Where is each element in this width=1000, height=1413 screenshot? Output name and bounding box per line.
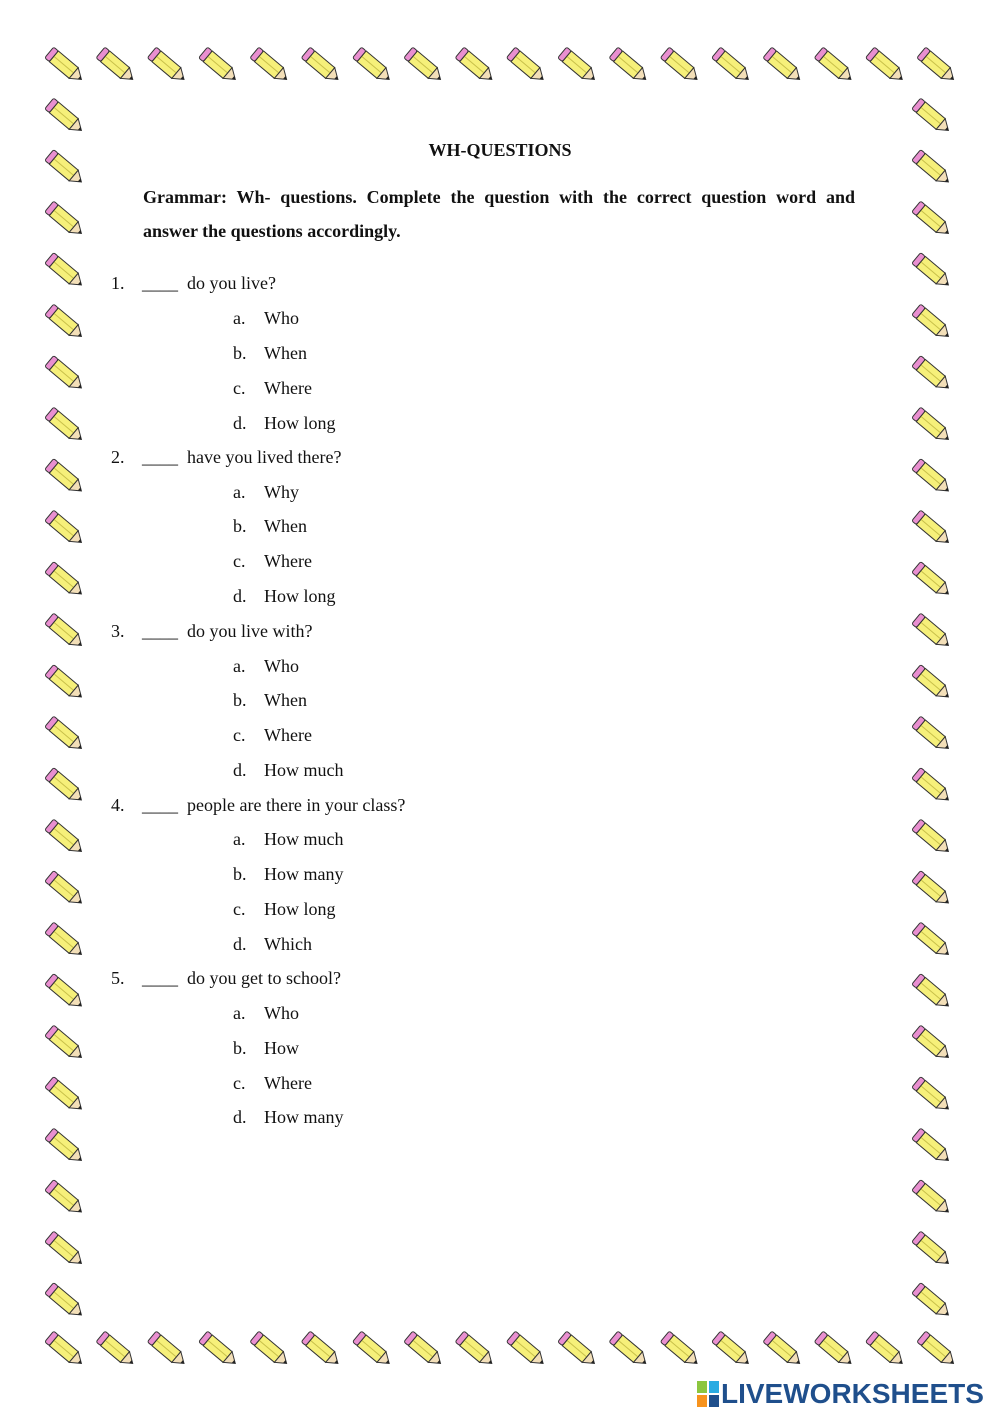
pencil-icon [912, 98, 953, 136]
option-row[interactable] [0, 859, 1000, 889]
option-letter: c. [233, 551, 246, 571]
question-3 [0, 616, 1000, 646]
option-row[interactable] [0, 338, 1000, 368]
pencil-icon [404, 1331, 445, 1369]
pencil-icon [912, 1180, 953, 1218]
page-title: WH-QUESTIONS [428, 140, 572, 160]
pencil-icon [660, 1331, 701, 1369]
pencil-icon [712, 1331, 753, 1369]
liveworksheets-logo-icon [697, 1381, 719, 1407]
option-text: How [264, 1038, 299, 1058]
option-row[interactable] [0, 303, 1000, 333]
pencil-icon [45, 1283, 86, 1321]
pencil-icon [301, 47, 342, 85]
option-letter: b. [233, 690, 247, 710]
option-text: Where [264, 378, 312, 398]
option-row[interactable] [0, 1102, 1000, 1132]
option-text: How much [264, 829, 344, 849]
pencil-icon [558, 1331, 599, 1369]
pencil-icon [763, 47, 804, 85]
pencil-icon [45, 201, 86, 239]
pencil-icon [199, 1331, 240, 1369]
pencil-icon [45, 1128, 86, 1166]
option-letter: d. [233, 934, 247, 954]
question-number: 1. [111, 273, 125, 293]
pencil-icon [866, 47, 907, 85]
option-row[interactable] [0, 477, 1000, 507]
option-text: Where [264, 551, 312, 571]
pencil-icon [660, 47, 701, 85]
pencil-icon [455, 47, 496, 85]
pencil-icon [912, 1128, 953, 1166]
pencil-icon [96, 47, 137, 85]
option-letter: a. [233, 656, 246, 676]
option-letter: c. [233, 899, 246, 919]
option-text: How long [264, 586, 336, 606]
option-row[interactable] [0, 894, 1000, 924]
pencil-icon [45, 47, 86, 85]
option-letter: d. [233, 760, 247, 780]
pencil-icon [917, 47, 958, 85]
option-letter: d. [233, 1107, 247, 1127]
option-row[interactable] [0, 755, 1000, 785]
option-row[interactable] [0, 373, 1000, 403]
option-text: When [264, 690, 307, 710]
pencil-icon [912, 201, 953, 239]
option-letter: b. [233, 516, 247, 536]
pencil-icon [912, 1231, 953, 1269]
pencil-icon [250, 1331, 291, 1369]
option-text: Who [264, 1003, 299, 1023]
option-row[interactable] [0, 824, 1000, 854]
question-number: 5. [111, 968, 125, 988]
option-row[interactable] [0, 1033, 1000, 1063]
option-text: How long [264, 413, 336, 433]
option-text: When [264, 516, 307, 536]
option-letter: c. [233, 725, 246, 745]
pencil-icon [45, 1180, 86, 1218]
pencil-icon [814, 47, 855, 85]
question-text: do you get to school? [187, 968, 341, 988]
option-text: Where [264, 725, 312, 745]
option-row[interactable] [0, 1068, 1000, 1098]
option-text: Where [264, 1073, 312, 1093]
option-text: How long [264, 899, 336, 919]
option-text: Why [264, 482, 299, 502]
option-letter: a. [233, 829, 246, 849]
pencil-icon [250, 47, 291, 85]
option-text: Who [264, 308, 299, 328]
liveworksheets-watermark: LIVEWORKSHEETS [721, 1378, 984, 1409]
option-row[interactable] [0, 546, 1000, 576]
option-letter: c. [233, 1073, 246, 1093]
pencil-icon [609, 47, 650, 85]
pencil-icon [506, 47, 547, 85]
pencil-icon [353, 47, 394, 85]
pencil-icon [912, 1283, 953, 1321]
option-text: How much [264, 760, 344, 780]
option-text: How many [264, 864, 344, 884]
answer-blank[interactable]: ____ [142, 447, 178, 467]
pencil-icon [45, 1231, 86, 1269]
pencil-icon [147, 1331, 188, 1369]
question-text: have you lived there? [187, 447, 342, 467]
option-row[interactable] [0, 720, 1000, 750]
option-letter: c. [233, 378, 246, 398]
question-2 [0, 442, 1000, 472]
pencil-icon [147, 47, 188, 85]
answer-blank[interactable]: ____ [142, 273, 178, 293]
option-letter: b. [233, 864, 247, 884]
option-row[interactable] [0, 581, 1000, 611]
instructions: Grammar: Wh- questions. Complete the question with the correct question word and answer the questions accordingly. [143, 187, 855, 241]
option-text: When [264, 343, 307, 363]
option-letter: a. [233, 1003, 246, 1023]
question-number: 4. [111, 795, 125, 815]
answer-blank[interactable]: ____ [142, 968, 178, 988]
pencil-icon [558, 47, 599, 85]
liveworksheets-logo [697, 1377, 995, 1411]
option-letter: b. [233, 343, 247, 363]
option-row[interactable] [0, 998, 1000, 1028]
pencil-icon [506, 1331, 547, 1369]
pencil-icon [763, 1331, 804, 1369]
option-row[interactable] [0, 685, 1000, 715]
option-letter: a. [233, 308, 246, 328]
pencil-icon [917, 1331, 958, 1369]
option-row[interactable] [0, 511, 1000, 541]
answer-blank[interactable]: ____ [142, 621, 178, 641]
option-row[interactable] [0, 651, 1000, 681]
question-1 [0, 268, 1000, 298]
pencil-icon [301, 1331, 342, 1369]
option-letter: d. [233, 413, 247, 433]
question-text: do you live with? [187, 621, 313, 641]
pencil-icon [199, 47, 240, 85]
option-letter: b. [233, 1038, 247, 1058]
pencil-icon [404, 47, 445, 85]
option-row[interactable] [0, 408, 1000, 438]
pencil-icon [712, 47, 753, 85]
question-text: do you live? [187, 273, 276, 293]
question-number: 3. [111, 621, 125, 641]
pencil-icon [609, 1331, 650, 1369]
option-letter: d. [233, 586, 247, 606]
pencil-icon [353, 1331, 394, 1369]
question-text: people are there in your class? [187, 795, 406, 815]
option-text: Who [264, 656, 299, 676]
pencil-icon [866, 1331, 907, 1369]
pencil-icon [45, 1331, 86, 1369]
question-5 [0, 963, 1000, 993]
question-4 [0, 790, 1000, 820]
pencil-icon [455, 1331, 496, 1369]
pencil-icon [96, 1331, 137, 1369]
option-letter: a. [233, 482, 246, 502]
option-row[interactable] [0, 929, 1000, 959]
option-text: Which [264, 934, 312, 954]
pencil-icon [814, 1331, 855, 1369]
option-text: How many [264, 1107, 344, 1127]
answer-blank[interactable]: ____ [142, 795, 178, 815]
question-number: 2. [111, 447, 125, 467]
pencil-icon [45, 98, 86, 136]
